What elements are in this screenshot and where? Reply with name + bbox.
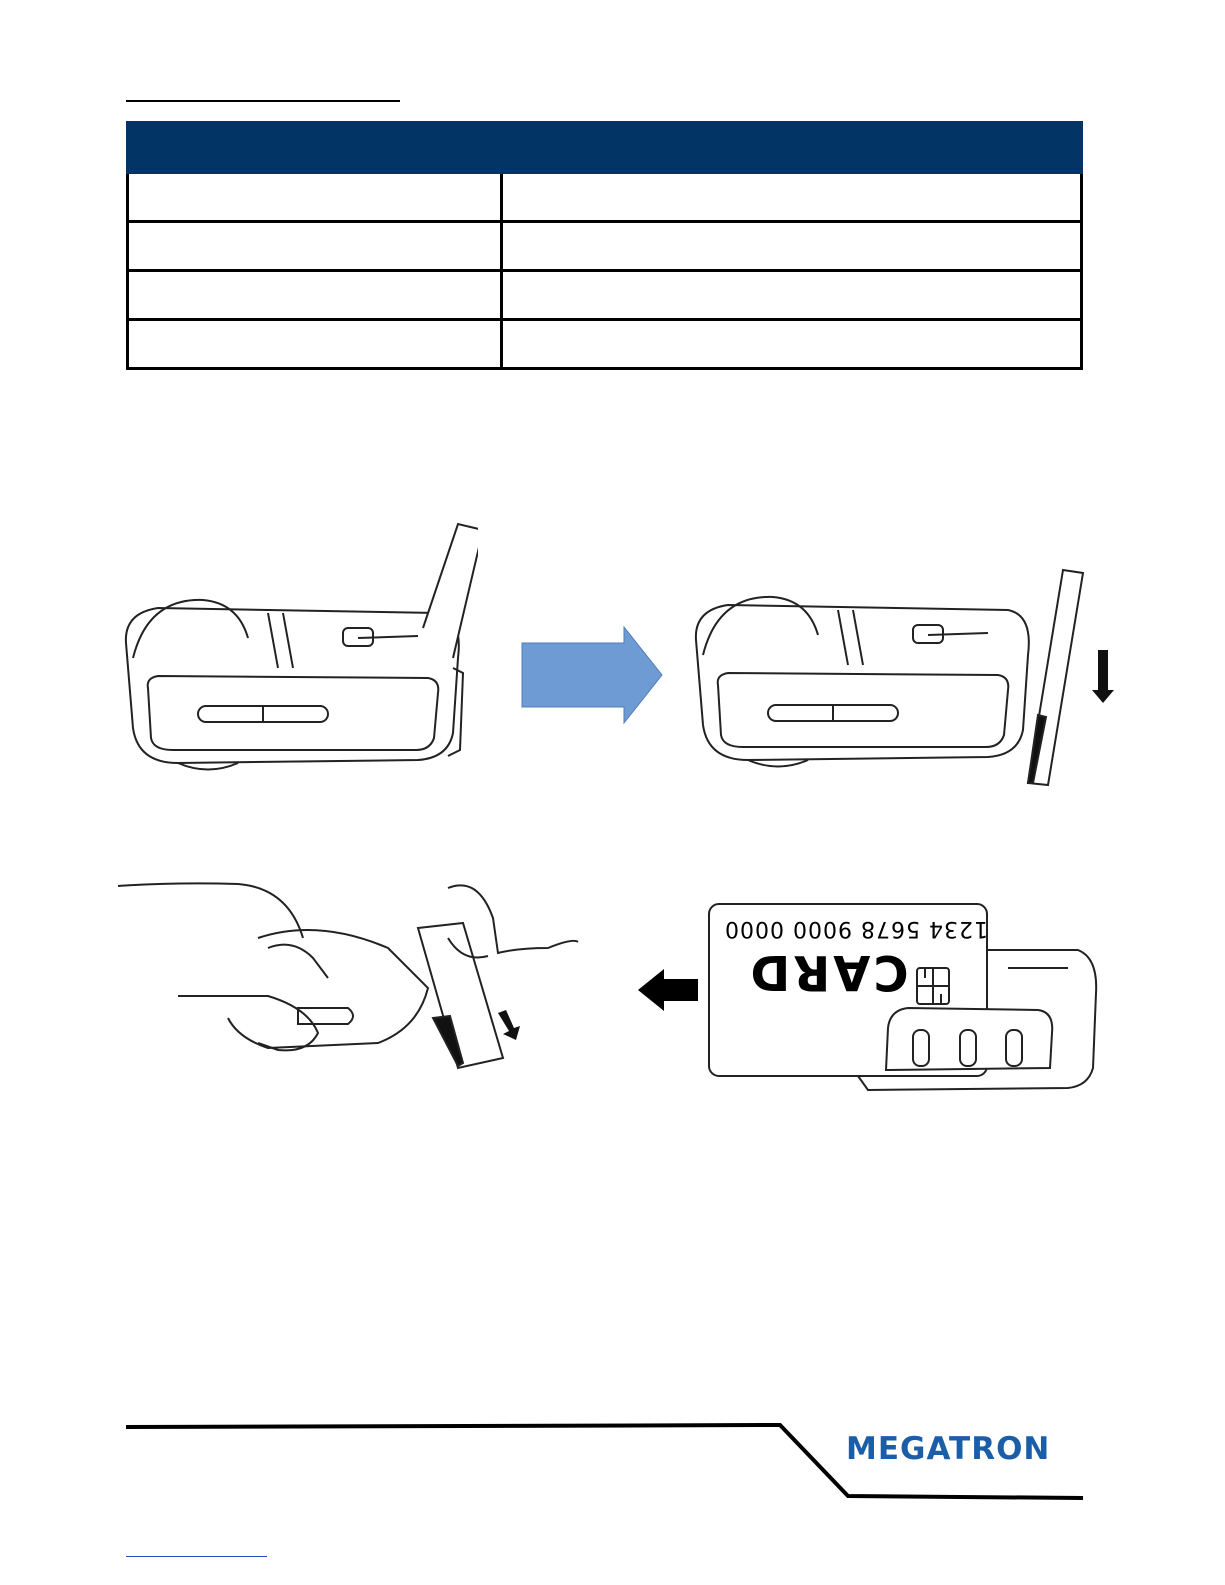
table-cell [128, 173, 502, 222]
table-row [128, 271, 1082, 320]
table-header-row [128, 123, 1082, 173]
table-cell [502, 320, 1082, 369]
table-header-cell [128, 123, 502, 173]
table-row [128, 173, 1082, 222]
printer-card-insert-illustration [118, 518, 478, 778]
card-brand-text: CARD [747, 944, 909, 1000]
table-cell [502, 173, 1082, 222]
card-number-text: 1234 5678 9000 0000 [724, 916, 988, 941]
table-row [128, 222, 1082, 271]
spec-table [126, 121, 1083, 370]
table-cell [128, 271, 502, 320]
arrow-right-icon [520, 625, 665, 725]
footer-link-underline [126, 1556, 267, 1557]
table-cell [128, 222, 502, 271]
table-header-cell [502, 123, 1082, 173]
printer-card-swipe-illustration [688, 565, 1118, 795]
table-row [128, 320, 1082, 369]
hands-swipe-card-illustration [118, 878, 588, 1078]
ic-card-insert-illustration [708, 898, 1103, 1093]
megatron-logo: MEGATRON [846, 1431, 1051, 1467]
table-cell [502, 271, 1082, 320]
table-cell [128, 320, 502, 369]
table-cell [502, 222, 1082, 271]
section-heading-underline [126, 100, 400, 102]
arrow-left-icon [636, 967, 700, 1013]
